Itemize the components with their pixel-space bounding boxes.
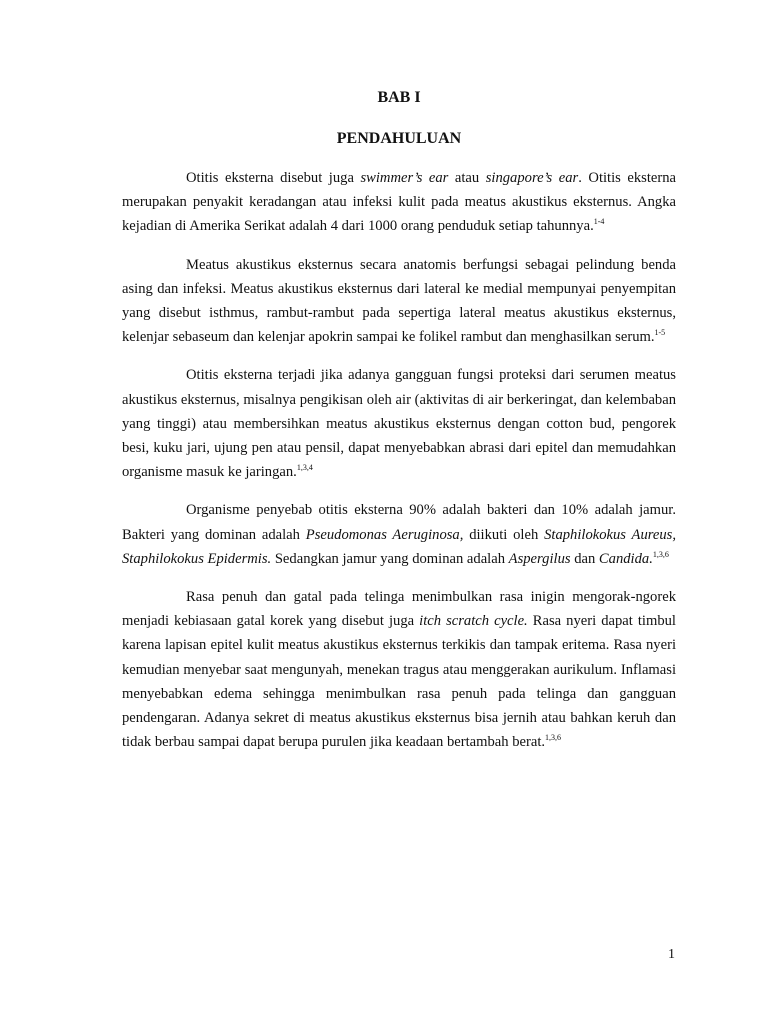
text-run: Otitis eksterna disebut juga <box>186 170 361 186</box>
citation-superscript: 1-5 <box>654 328 666 338</box>
text-run: Rasa nyeri dapat timbul karena lapisan epitel kulit meatus akustikus eksternus terkikis dan tampak eritema. Rasa nyeri kemudian menyebar saat mengunyah, menekan tragus atau menggerakan aurikulum. Inflamasi menyebabkan edema sehingga menimbulkan rasa penuh pada telinga dan gangguan pendengaran. Adanya sekret di meatus akustikus eksternus bisa jernih atau bahkan keruh dan tidak berbau sampai dapat berupa purulen jika keadaan bertambah berat. <box>122 613 676 751</box>
italic-term: Candida. <box>598 550 653 567</box>
chapter-title: PENDAHULUAN <box>336 130 462 147</box>
italic-term: Pseudomonas Aeruginosa, <box>305 526 464 543</box>
paragraph-definition <box>122 166 676 239</box>
text-run: Rasa penuh dan gatal pada telinga menimbulkan rasa inigin mengorak-ngorek menjadi kebiasaan gatal korek yang disebut juga <box>122 589 676 630</box>
text-run: Sedangkan jamur yang dominan adalah <box>271 550 509 567</box>
paragraph-organisms <box>122 498 676 571</box>
italic-term: itch scratch cycle. <box>419 613 528 630</box>
italic-term: singapore’s ear <box>485 170 579 186</box>
page-number: 1 <box>668 947 675 962</box>
body-text <box>122 166 676 768</box>
italic-term: swimmer’s ear <box>360 170 449 186</box>
paragraph-causes <box>122 363 676 484</box>
italic-term: Aspergilus <box>508 550 571 567</box>
text-run: Organisme penyebab otitis eksterna 90% adalah bakteri dan 10% adalah jamur. Bakteri yang dominan adalah <box>122 502 676 543</box>
citation-superscript: 1,3,4 <box>296 463 313 473</box>
citation-superscript: 1,3,6 <box>652 549 669 559</box>
text-run: diikuti oleh <box>463 526 545 543</box>
text-run: dan <box>570 550 599 567</box>
paragraph-symptoms <box>122 585 676 754</box>
text-run: Meatus akustikus eksternus secara anatomis berfungsi sebagai pelindung benda asing dan infeksi. Meatus akustikus eksternus dari lateral ke medial mempunyai penyempitan yang disebut isthmus, rambut-rambut pada sepertiga lateral meatus akustikus eksternus, kelenjar sebaseum dan kelenjar apokrin sampai ke folikel rambut dan menghasilkan serum. <box>122 256 676 346</box>
text-run: atau <box>448 170 486 186</box>
chapter-heading: BAB I <box>377 89 421 106</box>
text-run: . Otitis eksterna merupakan penyakit keradangan atau infeksi kulit pada meatus akustikus eksternus. Angka kejadian di Amerika Serikat adalah 4 dari 1000 orang penduduk setiap tahunnya. <box>122 170 676 235</box>
citation-superscript: 1,3,6 <box>545 733 562 743</box>
text-run: Otitis eksterna terjadi jika adanya gangguan fungsi proteksi dari serumen meatus akustikus eksternus, misalnya pengikisan oleh air (aktivitas di air berkeringat, dan kelembaban yang tinggi) atau membersihkan meatus akustikus eksternus dengan cotton bud, pengorek besi, kuku jari, ujung pen atau pensil, dapat menyebabkan abrasi dari epitel dan memudahkan organisme masuk ke jaringan. <box>122 367 676 481</box>
paragraph-anatomy <box>122 253 676 350</box>
italic-term: Staphilokokus Aureus, Staphilokokus Epidermis. <box>122 526 676 567</box>
citation-superscript: 1-4 <box>593 217 605 227</box>
